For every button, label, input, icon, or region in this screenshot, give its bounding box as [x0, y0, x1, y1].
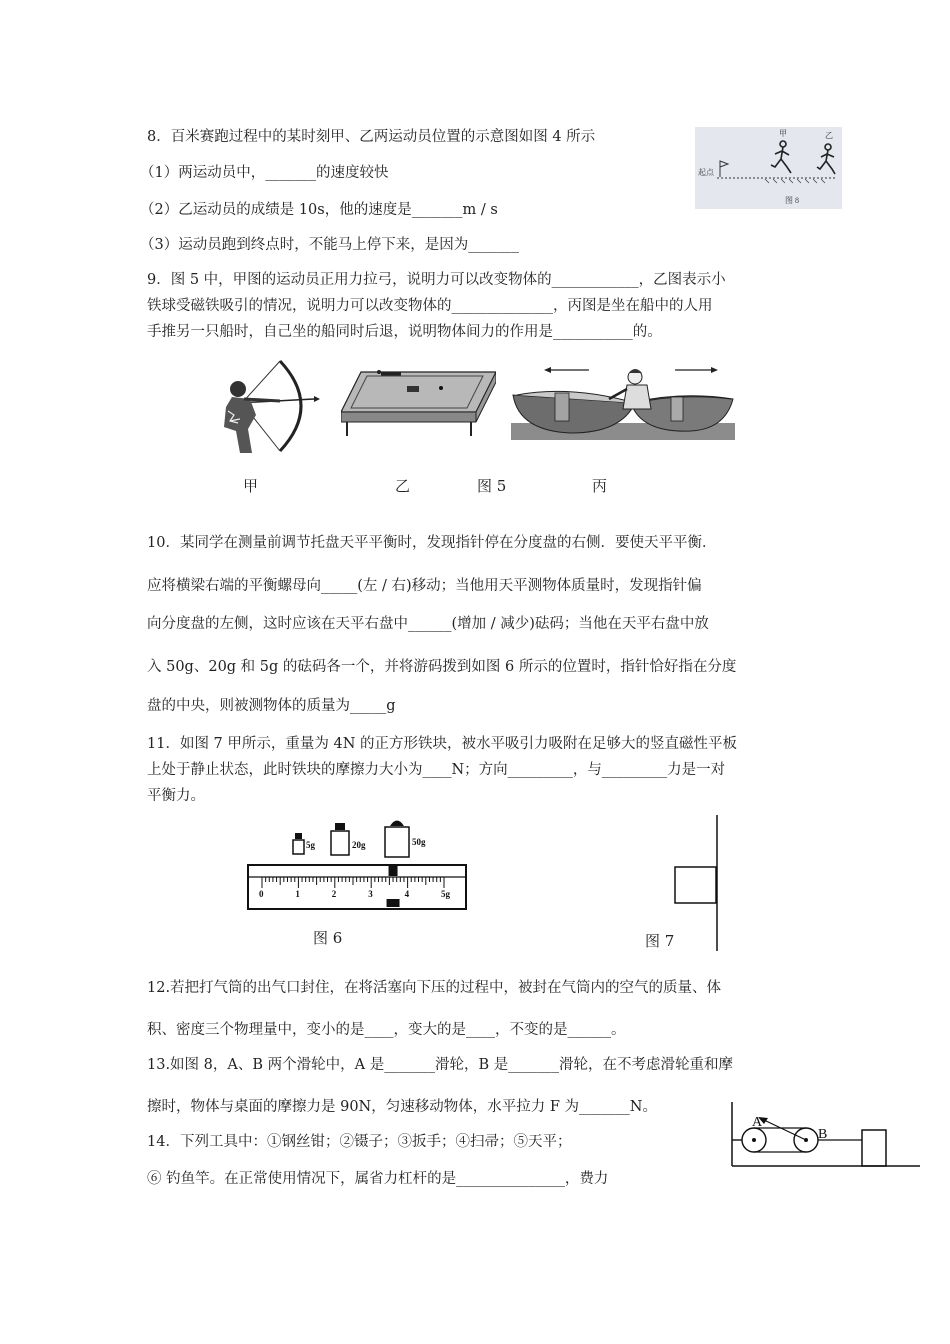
label-bing: 丙 — [592, 477, 608, 495]
rider-bottom — [387, 899, 400, 907]
pulley-a-label: A — [752, 1115, 763, 1130]
q10-line2: 应将横梁右端的平衡螺母向_____(左 / 右)移动；当他用天平测物体质量时，发现指针偏 — [147, 578, 702, 594]
scale-tick-0: 0 — [259, 889, 264, 899]
start-label: 起点 — [698, 168, 714, 177]
runners-figure — [695, 127, 842, 209]
q12-line1: 12.若把打气筒的出气口封住，在将活塞向下压的过程中，被封在气筒内的空气的质量、体 — [147, 980, 722, 996]
figure6-caption: 图 6 — [313, 929, 343, 947]
scale-tick-5: 5g — [441, 889, 450, 899]
q10-line4: 入 50g、20g 和 5g 的砝码各一个，并将游码拨到如图 6 所示的位置时，指针恰好指在分度 — [147, 659, 737, 675]
weight-20g-label: 20g — [352, 840, 366, 850]
weight-50g — [385, 821, 426, 858]
magnet-ball-image — [341, 366, 496, 438]
scale-tick-3: 3 — [368, 889, 373, 899]
figure8-caption: 图 8 — [785, 196, 799, 205]
q11-line3: 平衡力。 — [147, 788, 205, 804]
q11-line2: 上处于静止状态，此时铁块的摩擦力大小为____N；方向_________，与_________力是一对 — [147, 762, 726, 778]
figure7-caption: 图 7 — [645, 932, 675, 950]
q10-line1: 10．某同学在测量前调节托盘天平平衡时，发现指针停在分度盘的右侧．要使天平平衡． — [147, 535, 717, 551]
q12-line2: 积、密度三个物理量中，变小的是____，变大的是____，不变的是______。 — [147, 1022, 626, 1038]
boats-image — [511, 363, 735, 440]
label-jia: 甲 — [243, 477, 259, 495]
q14-line1: 14．下列工具中：①钢丝钳；②镊子；③扳手；④扫帚；⑤天平； — [147, 1134, 572, 1150]
q10-line5: 盘的中央，则被测物体的质量为_____g — [147, 698, 396, 714]
weight-20g — [331, 823, 366, 855]
q13-line2: 擦时，物体与桌面的摩擦力是 90N，匀速移动物体，水平拉力 F 为_______N。 — [147, 1099, 657, 1115]
pulley-figure — [728, 1102, 920, 1168]
rider-top — [389, 865, 398, 876]
q9-line2: 铁球受磁铁吸引的情况，说明力可以改变物体的______________，丙图是坐在船中的人用 — [147, 298, 713, 314]
q9-line3: 手推另一只船时，自己坐的船同时后退，说明物体间力的作用是___________的。 — [147, 324, 662, 340]
magnetic-board-figure — [670, 815, 730, 953]
q11-line1: 11．如图 7 甲所示，重量为 4N 的正方形铁块，被水平吸引力吸附在足够大的竖直磁性平板 — [147, 736, 738, 752]
weight-50g-label: 50g — [412, 837, 426, 847]
weight-5g — [293, 833, 316, 854]
scale-tick-2: 2 — [331, 889, 337, 899]
q13-line1: 13.如图 8，A、B 两个滑轮中，A 是_______滑轮，B 是_______滑轮，在不考虑滑轮重和摩 — [147, 1057, 733, 1073]
balance-scale-figure — [244, 815, 470, 915]
q8-part2: （2）乙运动员的成绩是 10s，他的速度是_______m / s — [140, 202, 498, 218]
q10-line3: 向分度盘的左侧，这时应该在天平右盘中______(增加 / 减少)砝码；当他在天平右盘中放 — [147, 616, 709, 632]
q14-line2: ⑥ 钓鱼竿。在正常使用情况下，属省力杠杆的是_______________，费力 — [147, 1171, 609, 1187]
figure5-caption: 图 5 — [477, 477, 507, 495]
q8-stem: 8．百米赛跑过程中的某时刻甲、乙两运动员位置的示意图如图 4 所示 — [147, 129, 596, 145]
label-yi: 乙 — [395, 477, 411, 495]
scale-beam — [248, 865, 466, 909]
scale-tick-4: 4 — [404, 889, 410, 899]
q9-line1: 9．图 5 中，甲图的运动员正用力拉弓，说明力可以改变物体的____________，乙图表示小 — [147, 272, 726, 288]
pulled-block — [862, 1130, 886, 1166]
runner-yi-label: 乙 — [825, 131, 833, 140]
scale-tick-1: 1 — [295, 889, 300, 899]
pulley-b-label: B — [818, 1127, 828, 1142]
weight-5g-label: 5g — [306, 840, 315, 850]
q8-part3: （3）运动员跑到终点时，不能马上停下来，是因为_______ — [140, 237, 519, 253]
iron-block — [675, 867, 716, 903]
archer-image — [210, 357, 322, 455]
runner-jia-label: 甲 — [779, 129, 787, 138]
q8-part1: （1）两运动员中，_______的速度较快 — [140, 165, 389, 181]
